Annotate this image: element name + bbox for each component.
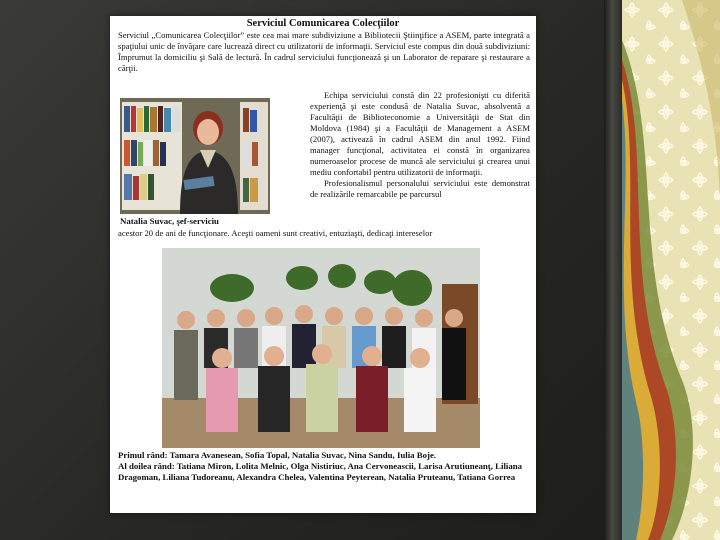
scanned-page [110, 16, 536, 513]
portrait-caption: Natalia Suvac, şef-serviciu [120, 216, 219, 226]
group-photo [162, 248, 480, 448]
professionalism-paragraph: Profesionalismul personalului serviciului este demonstrat de realizările remarcabile pe parcursul [310, 178, 530, 199]
portrait-photo [120, 98, 270, 214]
intro-paragraph: Serviciul „Comunicarea Colecţiilor” este cea mai mare subdiviziune a Bibliotecii Ştiinţifice a ASEM, parte integrată a spaţiului unic de învăţare care lucrează direct cu utilizatorii de informaţii. Serviciul este compus din două subdiviziuni: Împrumut la domiciliu şi Sală de lectură. În cadrul serviciului funcţionează şi un Laborator de reparare şi restaurare a cărţii. [118, 30, 530, 73]
frame-border [604, 0, 622, 540]
floral-decoration [622, 0, 720, 540]
continuation-text: acestor 20 de ani de funcţionare. Aceşti oameni sunt creativi, entuziaşti, dedicaţi intereselor [118, 228, 433, 238]
team-paragraph: Echipa serviciului constă din 22 profesionişti cu diferită experienţă şi este condusă de Natalia Suvac, absolventă a Facultăţii de Biblioteconomie a Universităţii de Stat din Moldova (1984) şi a Facultăţii de Management a ASEM (2007), activează în cadrul ASEM din anul 1992. Fiind manager funcţional, activitatea ei constă în organizarea numeroaselor procese de muncă ale serviciului şi crearea unui mediu confortabil pentru utilizatorii de informaţii. [310, 90, 530, 177]
group-caption-first-row: Primul rând: Tamara Avanesean, Sofia Topal, Natalia Suvac, Nina Sandu, Iulia Boje. [118, 450, 437, 460]
group-caption-second-row: Al doilea rând: Tatiana Miron, Lolita Melnic, Olga Nistiriuc, Ana Cervoneascii, Larisa Arutiuneanţ, Liliana Dragoman, Liliana Tudoreanu, Alexandra Chelea, Valentina Peyterean, Natalia Pruteanu, Tatiana Gorrea [118, 461, 523, 483]
page-title: Serviciul Comunicarea Colecţiilor [246, 18, 400, 29]
text-column [310, 90, 530, 200]
group-caption [118, 450, 530, 484]
